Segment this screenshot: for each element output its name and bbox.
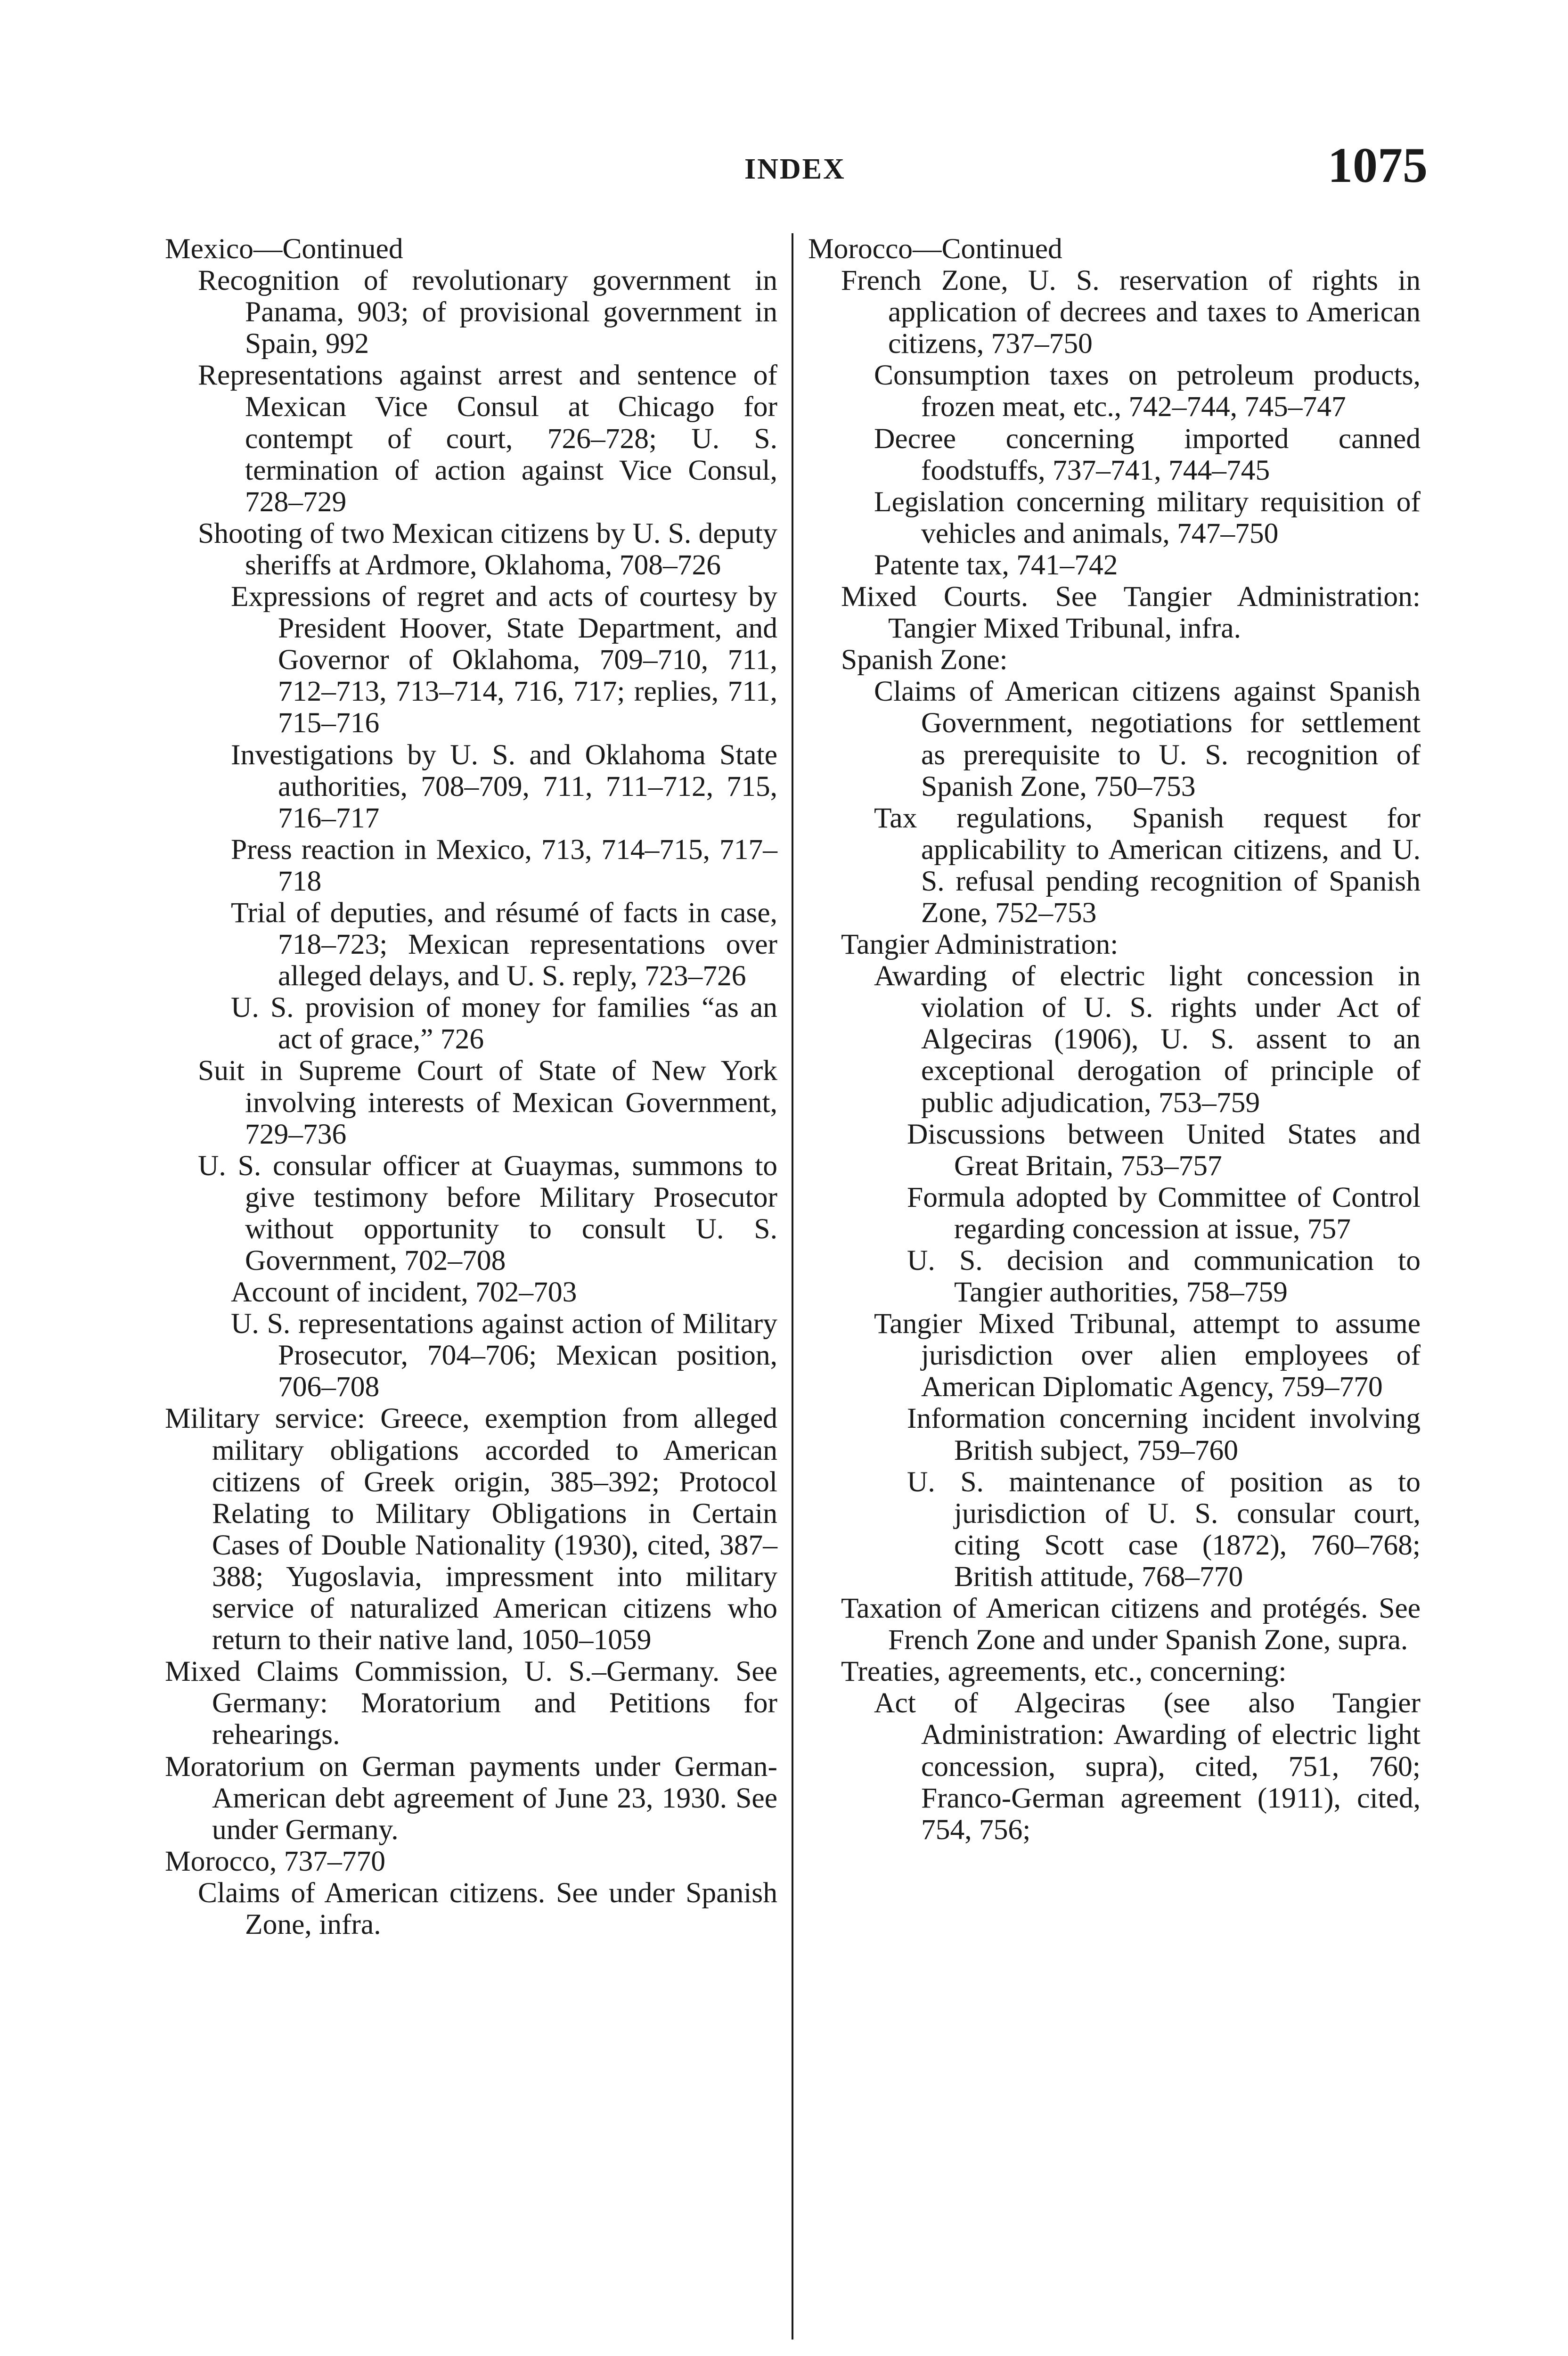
index-entry: Suit in Supreme Court of State of New York involving interests of Mexican Government, 729–736 [198, 1055, 777, 1150]
index-entry: Tangier Mixed Tribunal, attempt to assume jurisdiction over alien employees of American Diplomatic Agency, 759–770 [874, 1308, 1421, 1403]
index-entry: U. S. decision and communication to Tangier authorities, 758–759 [907, 1244, 1421, 1309]
index-entry: Taxation of American citizens and protégés. See French Zone and under Spanish Zone, supra. [841, 1592, 1421, 1656]
index-entry: Expressions of regret and acts of courtesy by President Hoover, State Department, and Governor of Oklahoma, 709–710, 711, 712–713, 713–714, 716, 717; replies, 711, 715–716 [231, 581, 777, 739]
index-entry: Investigations by U. S. and Oklahoma State authorities, 708–709, 711, 711–712, 715, 716–717 [231, 738, 777, 834]
index-entry: Account of incident, 702–703 [231, 1276, 577, 1309]
index-entry: Discussions between United States and Great Britain, 753–757 [907, 1118, 1421, 1182]
index-entry: Awarding of electric light concession in violation of U. S. rights under Act of Algeciras (1906), U. S. assent to an exceptional derogation of principle of public adjudication, 753–759 [874, 960, 1421, 1119]
index-entry: Morocco—Continued [808, 233, 1062, 265]
index-entry: U. S. maintenance of position as to jurisdiction of U. S. consular court, citing Scott case (1872), 760–768; British attitude, 768–770 [907, 1465, 1421, 1593]
right-column [808, 233, 1421, 1846]
index-entry: Claims of American citizens against Spanish Government, negotiations for settlement as prerequisite to U. S. recognition of Spanish Zone, 750–753 [874, 675, 1421, 802]
page-header [165, 137, 1428, 193]
index-entry: Press reaction in Mexico, 713, 714–715, 717–718 [231, 833, 777, 897]
column-divider [792, 233, 793, 2340]
index-entry: Mixed Courts. See Tangier Administration: Tangier Mixed Tribunal, infra. [841, 581, 1421, 645]
index-entry: Mixed Claims Commission, U. S.–Germany. See Germany: Moratorium and Petitions for rehearings. [165, 1655, 777, 1751]
index-entry: Representations against arrest and sentence of Mexican Vice Consul at Chicago for contempt of court, 726–728; U. S. termination of action against Vice Consul, 728–729 [198, 359, 777, 518]
index-entry: Military service: Greece, exemption from alleged military obligations accorded to American citizens of Greek origin, 385–392; Protocol Relating to Military Obligations in Certain Cases of Double Nationality (1930), cited, 387–388; Yugoslavia, impressment into military service of naturalized American citizens who return to their native land, 1050–1059 [165, 1402, 777, 1656]
index-entry: Moratorium on German payments under German-American debt agreement of June 23, 1930. See under Germany. [165, 1750, 777, 1846]
index-entry: Recognition of revolutionary government in Panama, 903; of provisional government in Spain, 992 [198, 264, 777, 360]
index-entry: Spanish Zone: [841, 644, 1008, 676]
left-column [165, 233, 777, 1940]
running-head: INDEX [744, 153, 846, 185]
index-entry: Mexico—Continued [165, 233, 403, 265]
index-entry: Shooting of two Mexican citizens by U. S. deputy sheriffs at Ardmore, Oklahoma, 708–726 [198, 517, 777, 581]
index-entry: U. S. representations against action of Military Prosecutor, 704–706; Mexican position, 706–708 [231, 1308, 777, 1403]
index-entry: Consumption taxes on petroleum products, frozen meat, etc., 742–744, 745–747 [874, 359, 1421, 423]
index-entry: Treaties, agreements, etc., concerning: [841, 1655, 1287, 1688]
index-entry: Claims of American citizens. See under Spanish Zone, infra. [198, 1876, 777, 1940]
index-entry: Trial of deputies, and résumé of facts in case, 718–723; Mexican representations over alleged delays, and U. S. reply, 723–726 [231, 896, 777, 992]
index-entry: Act of Algeciras (see also Tangier Administration: Awarding of electric light concession, supra), cited, 751, 760; Franco-German agreement (1911), cited, 754, 756; [874, 1687, 1421, 1846]
index-entry: Tax regulations, Spanish request for applicability to American citizens, and U. S. refusal pending recognition of Spanish Zone, 752–753 [874, 802, 1421, 929]
index-entry: Morocco, 737–770 [165, 1845, 386, 1877]
index-entry: U. S. consular officer at Guaymas, summons to give testimony before Military Prosecutor without opportunity to consult U. S. Government, 702–708 [198, 1149, 777, 1276]
index-entry: Formula adopted by Committee of Control regarding concession at issue, 757 [907, 1181, 1421, 1245]
page-number: 1075 [1328, 138, 1428, 193]
index-entry: Patente tax, 741–742 [874, 548, 1118, 581]
index-entry: Information concerning incident involving British subject, 759–760 [907, 1402, 1421, 1466]
index-entry: U. S. provision of money for families “as an act of grace,” 726 [231, 991, 777, 1055]
index-entry: French Zone, U. S. reservation of rights in application of decrees and taxes to American citizens, 737–750 [841, 264, 1421, 360]
index-entry: Tangier Administration: [841, 928, 1119, 961]
index-entry: Legislation concerning military requisition of vehicles and animals, 747–750 [874, 485, 1421, 549]
index-entry: Decree concerning imported canned foodstuffs, 737–741, 744–745 [874, 422, 1421, 486]
